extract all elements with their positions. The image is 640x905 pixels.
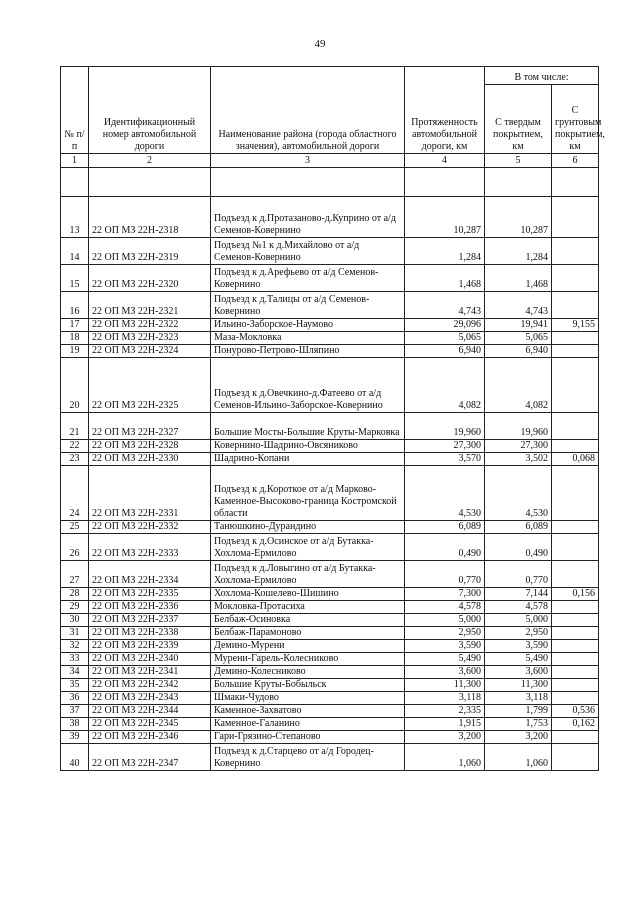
table-row: [61, 718, 599, 731]
row-number: 40: [61, 744, 89, 771]
row-number: 19: [61, 345, 89, 358]
road-length: 6,940: [405, 345, 485, 358]
dirt-surface-length: 0,068: [552, 453, 599, 466]
dirt-surface-length: [552, 238, 599, 265]
hard-surface-length: 3,590: [485, 640, 552, 653]
road-length: 1,468: [405, 265, 485, 292]
column-number: 1: [61, 154, 89, 168]
road-id: 22 ОП МЗ 22Н-2327: [89, 413, 211, 440]
row-number: 14: [61, 238, 89, 265]
row-number: 17: [61, 319, 89, 332]
table-row: [61, 466, 599, 521]
row-number: 32: [61, 640, 89, 653]
road-length: 3,200: [405, 731, 485, 744]
hard-surface-length: 3,600: [485, 666, 552, 679]
road-name: Мурени-Гарель-Колесниково: [211, 653, 405, 666]
row-number: 28: [61, 588, 89, 601]
dirt-surface-length: [552, 561, 599, 588]
row-number: 31: [61, 627, 89, 640]
dirt-surface-length: [552, 197, 599, 238]
road-length: 3,570: [405, 453, 485, 466]
row-number: 27: [61, 561, 89, 588]
dirt-surface-length: 9,155: [552, 319, 599, 332]
table-body: [61, 197, 599, 771]
row-number: 20: [61, 358, 89, 413]
row-number: 30: [61, 614, 89, 627]
hard-surface-length: 19,941: [485, 319, 552, 332]
hard-surface-length: 1,284: [485, 238, 552, 265]
row-number: 36: [61, 692, 89, 705]
road-name: Подъезд к д.Осинское от а/д Бутакка-Хохлома-Ермилово: [211, 534, 405, 561]
road-id: 22 ОП МЗ 22Н-2340: [89, 653, 211, 666]
table-row: [61, 561, 599, 588]
road-name: Демино-Колесниково: [211, 666, 405, 679]
road-id: 22 ОП МЗ 22Н-2328: [89, 440, 211, 453]
hard-surface-length: 4,530: [485, 466, 552, 521]
road-length: 11,300: [405, 679, 485, 692]
table-row: [61, 534, 599, 561]
table-row: [61, 440, 599, 453]
table-row: [61, 292, 599, 319]
row-number: 38: [61, 718, 89, 731]
table-row: [61, 265, 599, 292]
dirt-surface-length: [552, 265, 599, 292]
road-length: 2,335: [405, 705, 485, 718]
road-length: 1,915: [405, 718, 485, 731]
table-row: [61, 640, 599, 653]
dirt-surface-length: [552, 640, 599, 653]
hard-surface-length: 19,960: [485, 413, 552, 440]
road-name: Каменное-Захватово: [211, 705, 405, 718]
road-length: 4,082: [405, 358, 485, 413]
road-name: Подъезд к д.Овечкино-д.Фатеево от а/д Семенов-Ильино-Заборское-Ковернино: [211, 358, 405, 413]
dirt-surface-length: [552, 345, 599, 358]
road-name: Подъезд к д.Протазаново-д.Куприно от а/д Семенов-Ковернино: [211, 197, 405, 238]
header-road-id: Идентификационный номер автомобильной дороги: [89, 67, 211, 154]
header-including: В том числе:: [485, 67, 599, 85]
column-number: 5: [485, 154, 552, 168]
dirt-surface-length: [552, 627, 599, 640]
dirt-surface-length: [552, 440, 599, 453]
road-length: 19,960: [405, 413, 485, 440]
row-number: 24: [61, 466, 89, 521]
row-number: 25: [61, 521, 89, 534]
road-length: 2,950: [405, 627, 485, 640]
table-row: [61, 692, 599, 705]
road-id: 22 ОП МЗ 22Н-2323: [89, 332, 211, 345]
dirt-surface-length: [552, 332, 599, 345]
dirt-surface-length: 0,162: [552, 718, 599, 731]
road-id: 22 ОП МЗ 22Н-2322: [89, 319, 211, 332]
road-length: 4,743: [405, 292, 485, 319]
hard-surface-length: 1,753: [485, 718, 552, 731]
road-name: Большие Круты-Бобыльск: [211, 679, 405, 692]
dirt-surface-length: [552, 744, 599, 771]
road-id: 22 ОП МЗ 22Н-2333: [89, 534, 211, 561]
hard-surface-length: 1,468: [485, 265, 552, 292]
hard-surface-length: 4,578: [485, 601, 552, 614]
hard-surface-length: 3,502: [485, 453, 552, 466]
road-length: 1,284: [405, 238, 485, 265]
row-number: 22: [61, 440, 89, 453]
road-length: 5,000: [405, 614, 485, 627]
header-road-name: Наименование района (города областного значения), автомобильной дороги: [211, 67, 405, 154]
road-name: Подъезд к д.Ловыгино от а/д Бутакка-Хохлома-Ермилово: [211, 561, 405, 588]
road-name: Подъезд №1 к д.Михайлово от а/д Семенов-Ковернино: [211, 238, 405, 265]
column-number: 3: [211, 154, 405, 168]
road-name: Хохлома-Кошелево-Шишино: [211, 588, 405, 601]
road-length: 3,590: [405, 640, 485, 653]
road-length: 4,530: [405, 466, 485, 521]
table-row: [61, 614, 599, 627]
table-row: [61, 521, 599, 534]
dirt-surface-length: [552, 601, 599, 614]
row-number: 16: [61, 292, 89, 319]
road-id: 22 ОП МЗ 22Н-2319: [89, 238, 211, 265]
dirt-surface-length: [552, 679, 599, 692]
blank-row: [61, 168, 599, 197]
road-id: 22 ОП МЗ 22Н-2331: [89, 466, 211, 521]
road-id: 22 ОП МЗ 22Н-2332: [89, 521, 211, 534]
road-name: Демино-Мурени: [211, 640, 405, 653]
header-hard-surface: С твердым покрытием, км: [485, 85, 552, 154]
road-id: 22 ОП МЗ 22Н-2337: [89, 614, 211, 627]
road-name: Подъезд к д.Талицы от а/д Семенов-Ковернино: [211, 292, 405, 319]
column-number: 2: [89, 154, 211, 168]
road-length: 0,490: [405, 534, 485, 561]
header-no: № п/п: [61, 67, 89, 154]
hard-surface-length: 2,950: [485, 627, 552, 640]
dirt-surface-length: [552, 692, 599, 705]
road-name: Шмаки-Чудово: [211, 692, 405, 705]
column-number: 6: [552, 154, 599, 168]
road-length: 5,490: [405, 653, 485, 666]
road-length: 0,770: [405, 561, 485, 588]
table-row: [61, 345, 599, 358]
hard-surface-length: 4,082: [485, 358, 552, 413]
road-id: 22 ОП МЗ 22Н-2318: [89, 197, 211, 238]
table-row: [61, 601, 599, 614]
road-id: 22 ОП МЗ 22Н-2325: [89, 358, 211, 413]
hard-surface-length: 11,300: [485, 679, 552, 692]
road-length: 6,089: [405, 521, 485, 534]
road-id: 22 ОП МЗ 22Н-2347: [89, 744, 211, 771]
road-id: 22 ОП МЗ 22Н-2339: [89, 640, 211, 653]
table-row: [61, 666, 599, 679]
dirt-surface-length: [552, 731, 599, 744]
road-length: 10,287: [405, 197, 485, 238]
road-length: 4,578: [405, 601, 485, 614]
road-name: Понурово-Петрово-Шляпино: [211, 345, 405, 358]
roads-table: [60, 66, 605, 771]
dirt-surface-length: [552, 521, 599, 534]
road-name: Маза-Мокловка: [211, 332, 405, 345]
hard-surface-length: 4,743: [485, 292, 552, 319]
row-number: 13: [61, 197, 89, 238]
road-length: 3,600: [405, 666, 485, 679]
table-row: [61, 358, 599, 413]
hard-surface-length: 1,060: [485, 744, 552, 771]
road-name: Ковернино-Шадрино-Овсяниково: [211, 440, 405, 453]
road-name: Подъезд к д.Арефьево от а/д Семенов-Ковернино: [211, 265, 405, 292]
hard-surface-length: 6,089: [485, 521, 552, 534]
dirt-surface-length: [552, 292, 599, 319]
road-name: Белбаж-Парамоново: [211, 627, 405, 640]
dirt-surface-length: [552, 358, 599, 413]
road-name: Ильино-Заборское-Наумово: [211, 319, 405, 332]
hard-surface-length: 0,490: [485, 534, 552, 561]
row-number: 26: [61, 534, 89, 561]
table-row: [61, 588, 599, 601]
road-length: 3,118: [405, 692, 485, 705]
road-name: Шадрино-Копани: [211, 453, 405, 466]
table-row: [61, 705, 599, 718]
dirt-surface-length: 0,156: [552, 588, 599, 601]
table-row: [61, 744, 599, 771]
table-row: [61, 653, 599, 666]
hard-surface-length: 7,144: [485, 588, 552, 601]
table-row: [61, 679, 599, 692]
road-length: 5,065: [405, 332, 485, 345]
row-number: 15: [61, 265, 89, 292]
row-number: 33: [61, 653, 89, 666]
road-length: 7,300: [405, 588, 485, 601]
road-name: Гари-Грязино-Степаново: [211, 731, 405, 744]
row-number: 23: [61, 453, 89, 466]
road-name: Большие Мосты-Большие Круты-Марковка: [211, 413, 405, 440]
table-row: [61, 627, 599, 640]
hard-surface-length: 3,200: [485, 731, 552, 744]
hard-surface-length: 0,770: [485, 561, 552, 588]
road-name: Подъезд к д.Старцево от а/д Городец-Ковернино: [211, 744, 405, 771]
road-name: Подъезд к д.Короткое от а/д Марково-Каменное-Высоково-граница Костромской области: [211, 466, 405, 521]
column-number: 4: [405, 154, 485, 168]
row-number: 34: [61, 666, 89, 679]
road-id: 22 ОП МЗ 22Н-2346: [89, 731, 211, 744]
road-id: 22 ОП МЗ 22Н-2336: [89, 601, 211, 614]
road-id: 22 ОП МЗ 22Н-2345: [89, 718, 211, 731]
hard-surface-length: 10,287: [485, 197, 552, 238]
row-number: 18: [61, 332, 89, 345]
road-id: 22 ОП МЗ 22Н-2343: [89, 692, 211, 705]
dirt-surface-length: [552, 614, 599, 627]
road-id: 22 ОП МЗ 22Н-2344: [89, 705, 211, 718]
road-id: 22 ОП МЗ 22Н-2335: [89, 588, 211, 601]
row-number: 21: [61, 413, 89, 440]
dirt-surface-length: [552, 466, 599, 521]
road-id: 22 ОП МЗ 22Н-2334: [89, 561, 211, 588]
table-row: [61, 453, 599, 466]
dirt-surface-length: [552, 534, 599, 561]
road-id: 22 ОП МЗ 22Н-2321: [89, 292, 211, 319]
dirt-surface-length: [552, 666, 599, 679]
hard-surface-length: 1,799: [485, 705, 552, 718]
hard-surface-length: 5,490: [485, 653, 552, 666]
dirt-surface-length: [552, 413, 599, 440]
table-row: [61, 197, 599, 238]
table-row: [61, 319, 599, 332]
road-id: 22 ОП МЗ 22Н-2320: [89, 265, 211, 292]
hard-surface-length: 6,940: [485, 345, 552, 358]
road-name: Каменное-Галанино: [211, 718, 405, 731]
road-id: 22 ОП МЗ 22Н-2324: [89, 345, 211, 358]
header-dirt-surface: С грунтовым покрытием, км: [552, 85, 599, 154]
road-id: 22 ОП МЗ 22Н-2330: [89, 453, 211, 466]
road-length: 29,096: [405, 319, 485, 332]
road-length: 27,300: [405, 440, 485, 453]
dirt-surface-length: [552, 653, 599, 666]
road-id: 22 ОП МЗ 22Н-2341: [89, 666, 211, 679]
road-length: 1,060: [405, 744, 485, 771]
hard-surface-length: 3,118: [485, 692, 552, 705]
header-length: Протяженность автомобильной дороги, км: [405, 67, 485, 154]
page-number: 49: [314, 38, 326, 50]
row-number: 37: [61, 705, 89, 718]
hard-surface-length: 5,065: [485, 332, 552, 345]
hard-surface-length: 5,000: [485, 614, 552, 627]
dirt-surface-length: 0,536: [552, 705, 599, 718]
road-id: 22 ОП МЗ 22Н-2338: [89, 627, 211, 640]
row-number: 29: [61, 601, 89, 614]
road-name: Белбаж-Осиновка: [211, 614, 405, 627]
row-number: 39: [61, 731, 89, 744]
table-row: [61, 413, 599, 440]
table-row: [61, 332, 599, 345]
table-row: [61, 731, 599, 744]
table-row: [61, 238, 599, 265]
hard-surface-length: 27,300: [485, 440, 552, 453]
row-number: 35: [61, 679, 89, 692]
road-name: Мокловка-Протасиха: [211, 601, 405, 614]
road-id: 22 ОП МЗ 22Н-2342: [89, 679, 211, 692]
road-name: Танюшкино-Дурандино: [211, 521, 405, 534]
